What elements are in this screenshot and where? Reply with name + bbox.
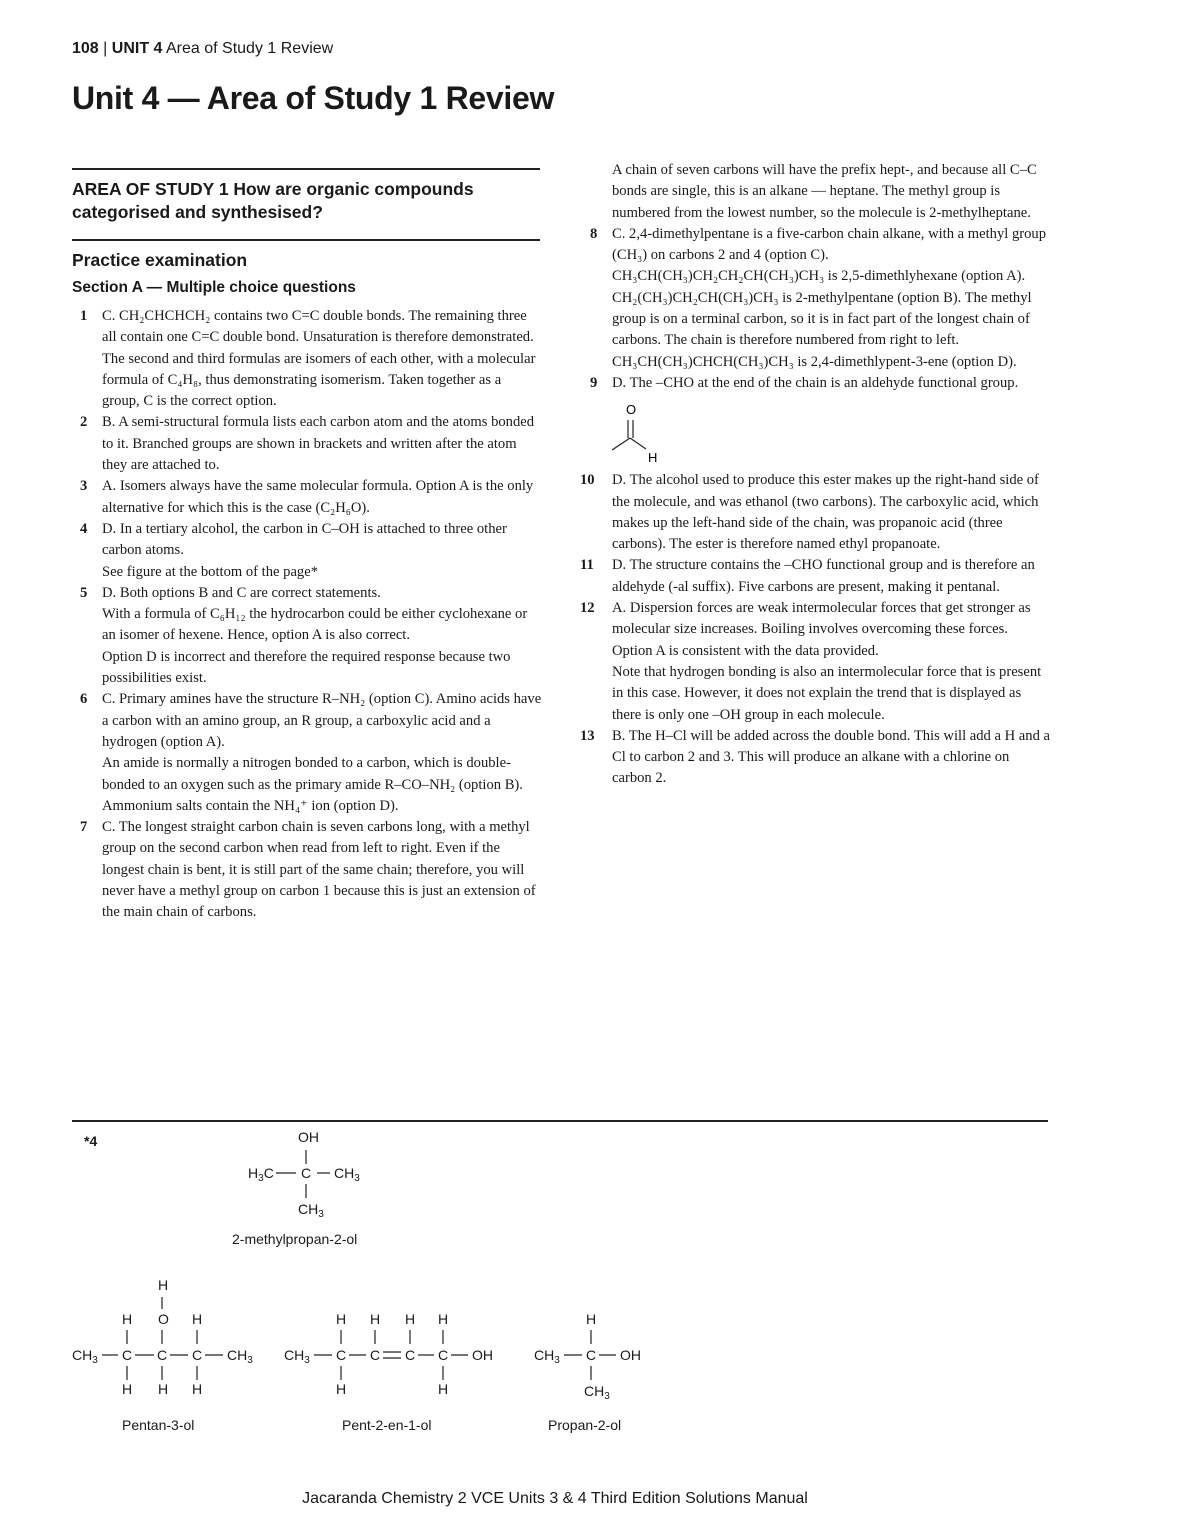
answer-number: 5 [80,584,88,601]
atom-h3c: $H_3C$ [248,1165,274,1184]
molecule-name: Pentan-3-ol [122,1417,195,1433]
answer-text: A. Isomers always have the same molecular formula. Option A is the only alternative for which this is the case (C₂H₆O). [102,478,534,516]
h-bond [630,438,646,449]
answer-text: A chain of seven carbons will have the prefix hept-, and because all C–C bonds are single, this is an alkane — heptane. The methyl group is numbered from the lowest number, so the molecule is 2-methylheptane. [612,162,1037,221]
answer-text: B. The H–Cl will be added across the double bond. This will add a H and a Cl to carbon 2 and 3. This will produce an alkane with a chlorine on carbon 2. [612,727,1051,787]
atom-h: H [370,1311,381,1327]
answer-text: B. A semi-structural formula lists each carbon atom and the atoms bonded to it. Branched groups are shown in brackets and written after the atom they are attached to. [102,414,535,474]
answer-text: C. The longest straight carbon chain is seven carbons long, with a methyl group on the second carbon when read from left to right. Even if the longest chain is bent, it is still part of the same chain; therefore, you will never have a methyl group on carbon 1 because this is just an extension of the main chain of carbons. [102,819,536,921]
atom-c: C [405,1347,416,1363]
aldehyde-diagram [612,394,1052,470]
atom-h: H [158,1381,169,1397]
atom-h: H [122,1311,133,1327]
answer-text-2: An amide is normally a nitrogen bonded to a carbon, which is double-bonded to an oxygen such as the primary amide R–CO–NH₂ (option B). Ammonium salts contain the NH₄⁺ ion (option D). [102,755,523,814]
section-rule-bottom [72,239,540,241]
atom-c: C [586,1347,597,1363]
atom-oh: OH [472,1347,493,1363]
page-footer: Jacaranda Chemistry 2 VCE Units 3 & 4 Third Edition Solutions Manual [302,1490,808,1507]
molecule-name: Pent-2-en-1-ol [342,1417,432,1433]
header-title: Area of Study 1 Review [166,40,334,57]
page-number: 108 [72,40,99,57]
atom-h: H [158,1277,169,1293]
answer-number: 8 [590,225,598,242]
figure-4 [72,1132,772,1462]
atom-h: H [336,1381,347,1397]
molecule-propan-2-ol [534,1311,641,1433]
answer-number: 3 [80,478,88,495]
answer-10 [582,470,1052,555]
page-title: Unit 4 — Area of Study 1 Review [72,80,555,116]
answer-8 [582,224,1052,373]
running-header [72,40,333,58]
atom-c: C [122,1347,133,1363]
atom-ch3: $CH_3$ [284,1347,310,1366]
area-of-study-heading: AREA OF STUDY 1 How are organic compounds categorised and synthesised? [72,179,474,222]
atom-ch3: $CH_3$ [72,1347,98,1366]
answer-5 [72,583,542,689]
atom-h: H [192,1311,203,1327]
atom-h: H [438,1311,449,1327]
answer-number: 9 [590,374,598,391]
atom-h: H [586,1311,597,1327]
molecule-name: Propan-2-ol [548,1417,622,1433]
atom-oh: OH [298,1132,319,1145]
answer-text: D. The alcohol used to produce this ester makes up the right-hand side of the molecule, and was ethanol (two carbons). The carboxylic acid, which makes up the left-hand side of the chain, was propanoic acid (three carbons). The ester is therefore named ethyl propanoate. [612,472,1039,553]
answer-number: 10 [580,472,595,489]
answer-6 [72,689,542,817]
answer-text-2: Note that hydrogen bonding is also an intermolecular force that is present in this case. However, it does not explain the trend that is displayed as there is only one –OH group in each molecule. [612,663,1042,723]
atom-c: C [370,1347,381,1363]
r-bond [612,438,630,450]
answer-2 [72,412,542,476]
answer-text: A. Dispersion forces are weak intermolecular forces that get stronger as molecular size increases. Boiling involves overcoming these forces. Option A is consistent with the data provided. [612,600,1031,659]
answer-text: D. The –CHO at the end of the chain is an aldehyde functional group. [612,374,1019,391]
atom-c: C [438,1347,449,1363]
header-separator: | [103,40,108,57]
oxygen-atom: O [626,402,637,418]
answer-text: C. CH₂CHCHCH₂ contains two C=C double bonds. The remaining three all contain one C=C double bond. Unsaturation is therefore demonstrated. The second and third formulas are isomers of each other, with a molecular formula of C₄H₈, thus demonstrating isomerism. Taken together as a group, C is the correct option. [102,308,536,410]
figure-label: *4 [84,1133,98,1149]
answer-option-d: CH₃CH(CH₃)CHCH(CH₃)CH₃ is 2,4-dimethlypent-3-ene (option D). [612,353,1017,370]
atom-ch3: $CH_3$ [584,1383,610,1402]
atom-h: H [405,1311,416,1327]
answer-3 [72,476,542,519]
answer-number: 2 [80,414,88,431]
header-unit: UNIT 4 [111,40,163,57]
answer-number: 4 [80,520,88,537]
answer-text: D. The structure contains the –CHO functional group and is therefore an aldehyde (-al suffix). Five carbons are present, making it pentanal. [612,557,1035,595]
answer-note: See figure at the bottom of the page* [102,563,318,580]
atom-h: H [438,1381,449,1397]
answer-number: 6 [80,691,88,708]
atom-o: O [158,1311,169,1327]
answer-9 [582,373,1052,470]
atom-ch3-right: $CH_3$ [334,1165,360,1184]
answer-text-3: Option D is incorrect and therefore the required response because two possibilities exist. [102,648,511,687]
aldehyde-structure [612,394,732,470]
answer-text: C. 2,4-dimethylpentane is a five-carbon chain alkane, with a methyl group (CH₃) on carbons 2 and 4 (option C). [612,225,1047,264]
hydrogen-atom: H [648,450,658,466]
atom-c: C [192,1347,203,1363]
atom-c-central: C [301,1165,312,1181]
answer-number: 11 [580,557,594,574]
atom-oh: OH [620,1347,641,1363]
answer-option-b: CH₂(CH₃)CH₂CH(CH₃)CH₃ is 2-methylpentane (option B). The methyl group is on a terminal carbon, so it is in fact part of the longest chain of carbons. The chain is therefore numbered from right to left. [612,289,1032,349]
atom-h: H [336,1311,347,1327]
answer-1 [72,306,542,412]
atom-ch3: $CH_3$ [227,1347,253,1366]
figure-4-structures [72,1132,772,1462]
atom-c: C [336,1347,347,1363]
answer-12 [582,598,1052,726]
section-a-heading: Section A — Multiple choice questions [72,279,356,296]
right-column [582,160,1052,790]
answer-number: 13 [580,727,595,744]
answer-text: C. Primary amines have the structure R–NH₂ (option C). Amino acids have a carbon with an amino group, an R group, a carboxylic acid and a hydrogen (option A). [102,691,542,750]
atom-h: H [122,1381,133,1397]
molecule-pent-2-en-1-ol [284,1311,493,1433]
answer-text-2: With a formula of C₆H₁₂ the hydrocarbon could be either cyclohexane or an isomer of hexene. Hence, option A is also correct. [102,606,528,644]
molecule-2-methylpropan-2-ol [232,1132,360,1247]
answer-option-a: CH₃CH(CH₃)CH₂CH₂CH(CH₃)CH₃ is 2,5-dimethlyhexane (option A). [612,268,1026,285]
molecule-pentan-3-ol [72,1277,253,1433]
answer-7 [72,817,542,923]
atom-c: C [157,1347,168,1363]
atom-ch3: $CH_3$ [534,1347,560,1366]
practice-exam-heading: Practice examination [72,250,248,270]
atom-ch3-bottom: $CH_3$ [298,1201,324,1220]
answer-number: 1 [80,308,88,324]
answer-text: D. In a tertiary alcohol, the carbon in C–OH is attached to three other carbon atoms. [102,520,507,559]
section-rule-top [72,168,540,170]
answer-7-continued [582,160,1052,224]
answer-13 [582,726,1052,790]
answer-text: D. Both options B and C are correct statements. [102,584,381,601]
atom-h: H [192,1381,203,1397]
answer-number: 7 [80,819,88,836]
answer-11 [582,555,1052,598]
molecule-name: 2-methylpropan-2-ol [232,1231,358,1247]
footnote-rule [72,1120,1048,1122]
answer-4 [72,519,542,583]
left-column [72,306,542,924]
answer-number: 12 [580,600,595,617]
